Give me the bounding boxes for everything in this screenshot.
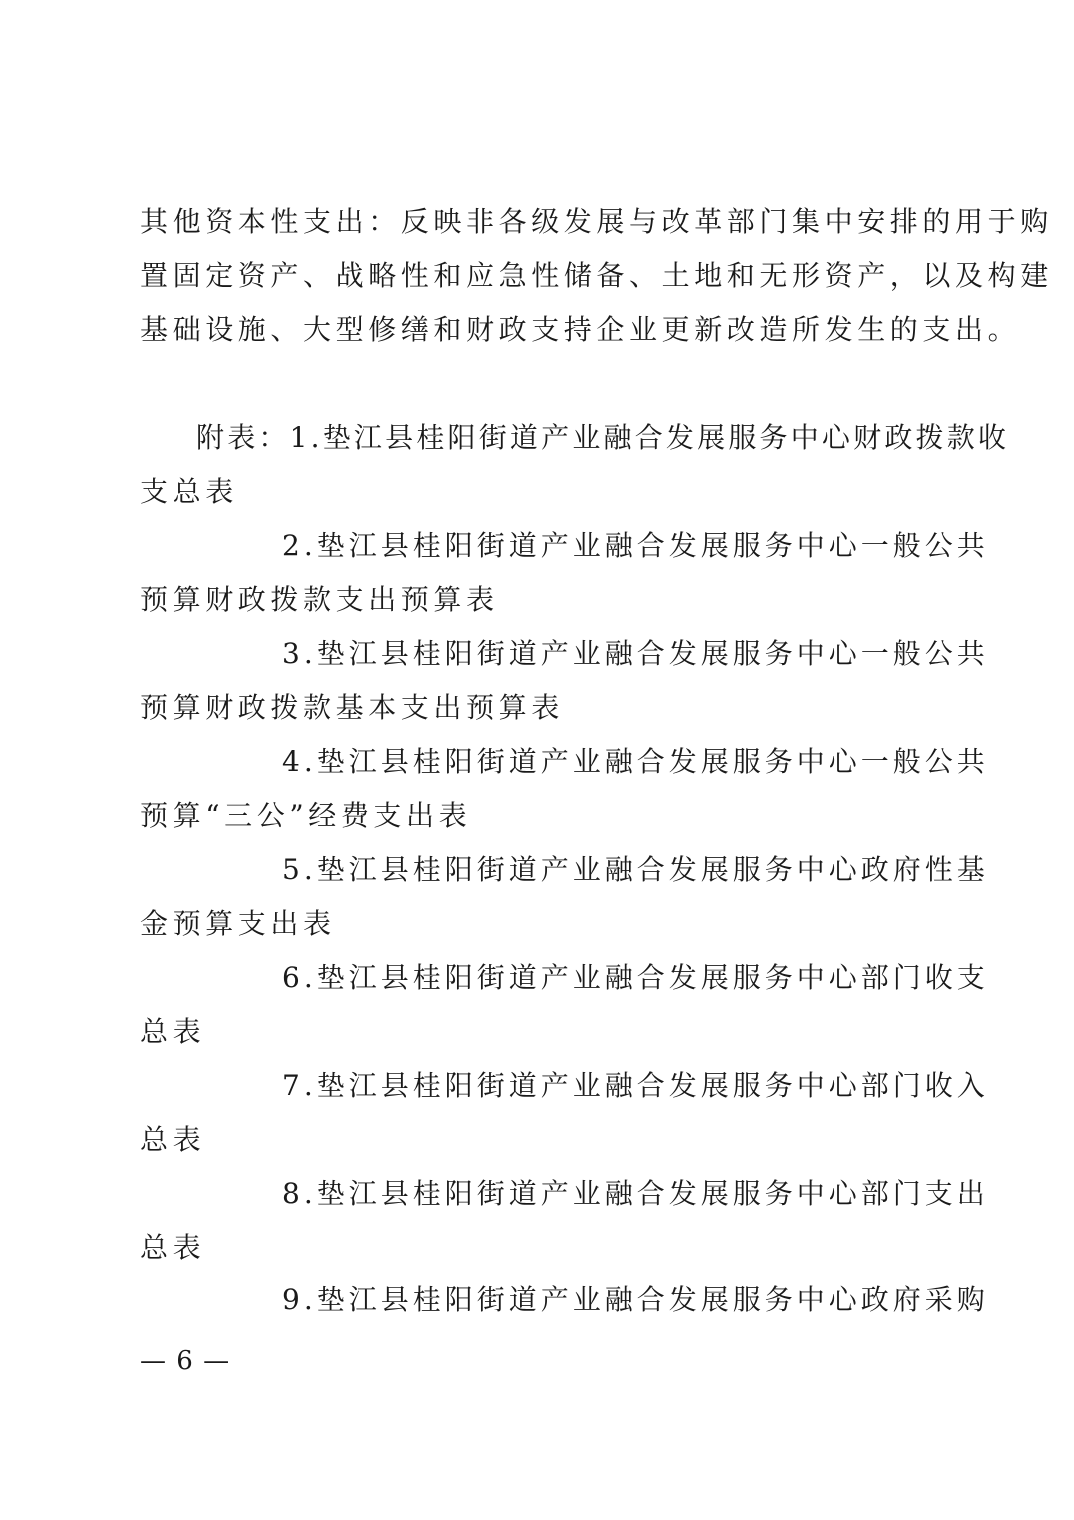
attachment-item-continued: 预算财政拨款基本支出预算表 — [140, 691, 564, 724]
attachments-intro: 附表：1.垫江县桂阳街道产业融合发展服务中心财政拨款收 — [196, 421, 1010, 454]
attachments-intro-continued: 支总表 — [140, 475, 238, 508]
attachment-item-continued: 总表 — [140, 1231, 206, 1264]
attachment-item: 2.垫江县桂阳街道产业融合发展服务中心一般公共 — [282, 529, 989, 562]
attachment-item-continued: 总表 — [140, 1123, 206, 1156]
attachment-item-continued: 预算财政拨款支出预算表 — [140, 583, 499, 616]
attachment-item: 7.垫江县桂阳街道产业融合发展服务中心部门收入 — [282, 1069, 989, 1102]
attachment-item: 6.垫江县桂阳街道产业融合发展服务中心部门收支 — [282, 961, 989, 994]
attachment-item: 3.垫江县桂阳街道产业融合发展服务中心一般公共 — [282, 637, 989, 670]
attachment-item: 5.垫江县桂阳街道产业融合发展服务中心政府性基 — [282, 853, 989, 886]
paragraph-line: 其他资本性支出：反映非各级发展与改革部门集中安排的用于购 — [140, 205, 1053, 238]
page-number: — 6 — — [140, 1346, 231, 1376]
attachment-item-continued: 总表 — [140, 1015, 206, 1048]
attachment-item-continued: 金预算支出表 — [140, 907, 336, 940]
paragraph-line: 基础设施、大型修缮和财政支持企业更新改造所发生的支出。 — [140, 313, 1021, 346]
attachment-item: 4.垫江县桂阳街道产业融合发展服务中心一般公共 — [282, 745, 989, 778]
attachment-item-continued: 预算“三公”经费支出表 — [140, 799, 472, 832]
attachment-item: 8.垫江县桂阳街道产业融合发展服务中心部门支出 — [282, 1177, 989, 1210]
attachment-item: 9.垫江县桂阳街道产业融合发展服务中心政府采购 — [282, 1283, 989, 1316]
paragraph-line: 置固定资产、战略性和应急性储备、土地和无形资产，以及构建 — [140, 259, 1053, 292]
